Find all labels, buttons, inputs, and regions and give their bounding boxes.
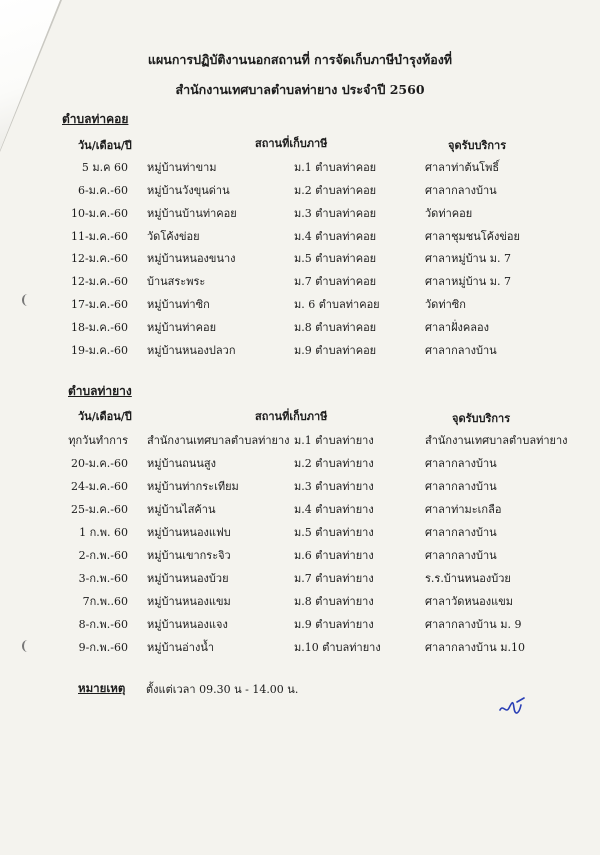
row-date: 2-ก.พ.-60 [78,549,128,562]
row-date: 9-ก.พ.-60 [78,641,128,654]
row-date: 11-ม.ค.-60 [70,230,128,243]
row-date: 1 ก.พ. 60 [79,526,128,539]
row-date: ทุกวันทำการ [68,434,128,447]
table-row [0,477,600,493]
handwritten-initials-mark [497,696,527,720]
row-service: ศาลาท่ามะเกลือ [425,503,502,516]
row-place: หมู่บ้านท่ากระเทียม [147,480,239,493]
table-row [0,431,600,447]
row-moo: ม.7 ตำบลท่าคอย [294,275,377,288]
row-moo: ม.9 ตำบลท่าคอย [294,344,377,357]
row-place: หมู่บ้านหนองบ้วย [147,572,229,585]
row-moo: ม.7 ตำบลท่ายาง [294,572,374,585]
row-moo: ม.8 ตำบลท่ายาง [294,595,374,608]
row-place: หมู่บ้านอ่างน้ำ [147,641,215,654]
row-service: ศาลากลางบ้าน [425,457,497,470]
row-place: หมู่บ้านท่าขาม [147,161,217,174]
row-date: 20-ม.ค.-60 [70,457,128,470]
row-date: 10-ม.ค.-60 [70,207,128,220]
header-service: จุดรับบริการ [448,139,507,152]
row-service: สำนักงานเทศบาลตำบลท่ายาง [425,434,568,447]
table-row [0,592,600,608]
note-label: หมายเหตุ [78,681,126,695]
row-place: วัดโค้งข่อย [147,230,200,243]
row-date: 3-ก.พ.-60 [78,572,128,585]
row-moo: ม.4 ตำบลท่ายาง [294,503,374,516]
row-moo: ม.2 ตำบลท่าคอย [294,184,377,197]
table-row [0,272,600,288]
row-place: หมู่บ้านถนนสูง [147,457,216,470]
row-date: 8-ก.พ.-60 [78,618,128,631]
table-row [0,523,600,539]
row-place: หมู่บ้านหนองปลวก [147,344,236,357]
row-moo: ม.9 ตำบลท่ายาง [294,618,374,631]
row-date: 25-ม.ค.-60 [70,503,128,516]
row-service: วัดท่าคอย [425,207,473,220]
document-title: แผนการปฏิบัติงานนอกสถานที่ การจัดเก็บภาษีบำรุงท้องที่ [147,52,453,67]
table-row [0,454,600,470]
table-row [0,204,600,220]
row-place: หมู่บ้านไสค้าน [147,503,216,516]
row-moo: ม.10 ตำบลท่ายาง [294,641,381,654]
row-date: 12-ม.ค.-60 [70,275,128,288]
table-row [0,615,600,631]
row-moo: ม.3 ตำบลท่าคอย [294,207,377,220]
row-place: หมู่บ้านหนองแขม [147,595,231,608]
row-service: ศาลากลางบ้าน [425,549,497,562]
row-place: หมู่บ้านหนองแจง [147,618,228,631]
row-moo: ม.5 ตำบลท่ายาง [294,526,374,539]
row-place: หมู่บ้านวังขุนด่าน [147,184,230,197]
row-service: ศาลากลางบ้าน [425,480,497,493]
row-moo: ม. 6 ตำบลท่าคอย [294,298,380,311]
row-place: หมู่บ้านหนองขนาง [147,252,236,265]
row-service: ศาลาวัดหนองแขม [425,595,514,608]
note-text: ตั้งแต่เวลา 09.30 น - 14.00 น. [146,683,299,696]
row-date: 19-ม.ค.-60 [70,344,128,357]
row-service: ศาลากลางบ้าน [425,526,497,539]
table-row [0,158,600,174]
table-row [0,181,600,197]
row-date: 17-ม.ค.-60 [70,298,128,311]
header-service: จุดรับบริการ [452,412,511,425]
row-service: ศาลากลางบ้าน [425,344,497,357]
row-service: ศาลากลางบ้าน ม.10 [425,641,525,654]
row-date: 6-ม.ค.-60 [77,184,128,197]
row-moo: ม.6 ตำบลท่ายาง [294,549,374,562]
header-date: วัน/เดือน/ปี [78,410,132,423]
row-place: บ้านสระพระ [147,275,206,288]
row-date: 7ก.พ..60 [82,595,128,608]
table-row [0,569,600,585]
table-row [0,546,600,562]
row-service: วัดท่าซิก [425,298,466,311]
row-moo: ม.1 ตำบลท่ายาง [294,434,374,447]
table-row [0,500,600,516]
row-service: ศาลาฝั่งคลอง [425,321,489,334]
row-moo: ม.8 ตำบลท่าคอย [294,321,377,334]
row-moo: ม.2 ตำบลท่ายาง [294,457,374,470]
section-title-thakhoi: ตำบลท่าคอย [62,112,129,126]
document-subtitle: สำนักงานเทศบาลตำบลท่ายาง ประจำปี 2560 [175,82,425,97]
row-date: 24-ม.ค.-60 [70,480,128,493]
table-row [0,249,600,265]
row-place: หมู่บ้านบ้านท่าคอย [147,207,237,220]
header-place: สถานที่เก็บภาษี [255,410,328,423]
punch-hole-mark [22,640,33,652]
row-place: หมู่บ้านหนองแฟบ [147,526,231,539]
table-row [0,295,600,311]
row-service: ศาลาหมู่บ้าน ม. 7 [425,252,511,265]
row-moo: ม.5 ตำบลท่าคอย [294,252,377,265]
punch-hole-mark [22,294,33,306]
row-date: 5 ม.ค 60 [81,161,128,174]
row-place: หมู่บ้านเขากระจิว [147,549,231,562]
header-date: วัน/เดือน/ปี [78,139,132,152]
table-row [0,638,600,654]
row-service: ศาลากลางบ้าน [425,184,497,197]
row-service: ศาลาชุมชนโค้งข่อย [425,230,520,243]
row-place: สำนักงานเทศบาลตำบลท่ายาง [147,434,290,447]
row-service: ศาลากลางบ้าน ม. 9 [425,618,522,631]
row-moo: ม.4 ตำบลท่าคอย [294,230,377,243]
table-row [0,318,600,334]
row-service: ศาลาหมู่บ้าน ม. 7 [425,275,511,288]
section-title-thayang: ตำบลท่ายาง [68,384,132,398]
row-service: ร.ร.บ้านหนองบ้วย [425,572,511,585]
row-date: 18-ม.ค.-60 [70,321,128,334]
table-row [0,341,600,357]
row-date: 12-ม.ค.-60 [70,252,128,265]
row-moo: ม.3 ตำบลท่ายาง [294,480,374,493]
row-moo: ม.1 ตำบลท่าคอย [294,161,377,174]
row-service: ศาลาท่าต้นโพธิ์ [425,161,500,174]
table-row [0,227,600,243]
row-place: หมู่บ้านท่าคอย [147,321,217,334]
folded-corner [0,0,60,150]
row-place: หมู่บ้านท่าซิก [147,298,210,311]
header-place: สถานที่เก็บภาษี [255,137,328,150]
